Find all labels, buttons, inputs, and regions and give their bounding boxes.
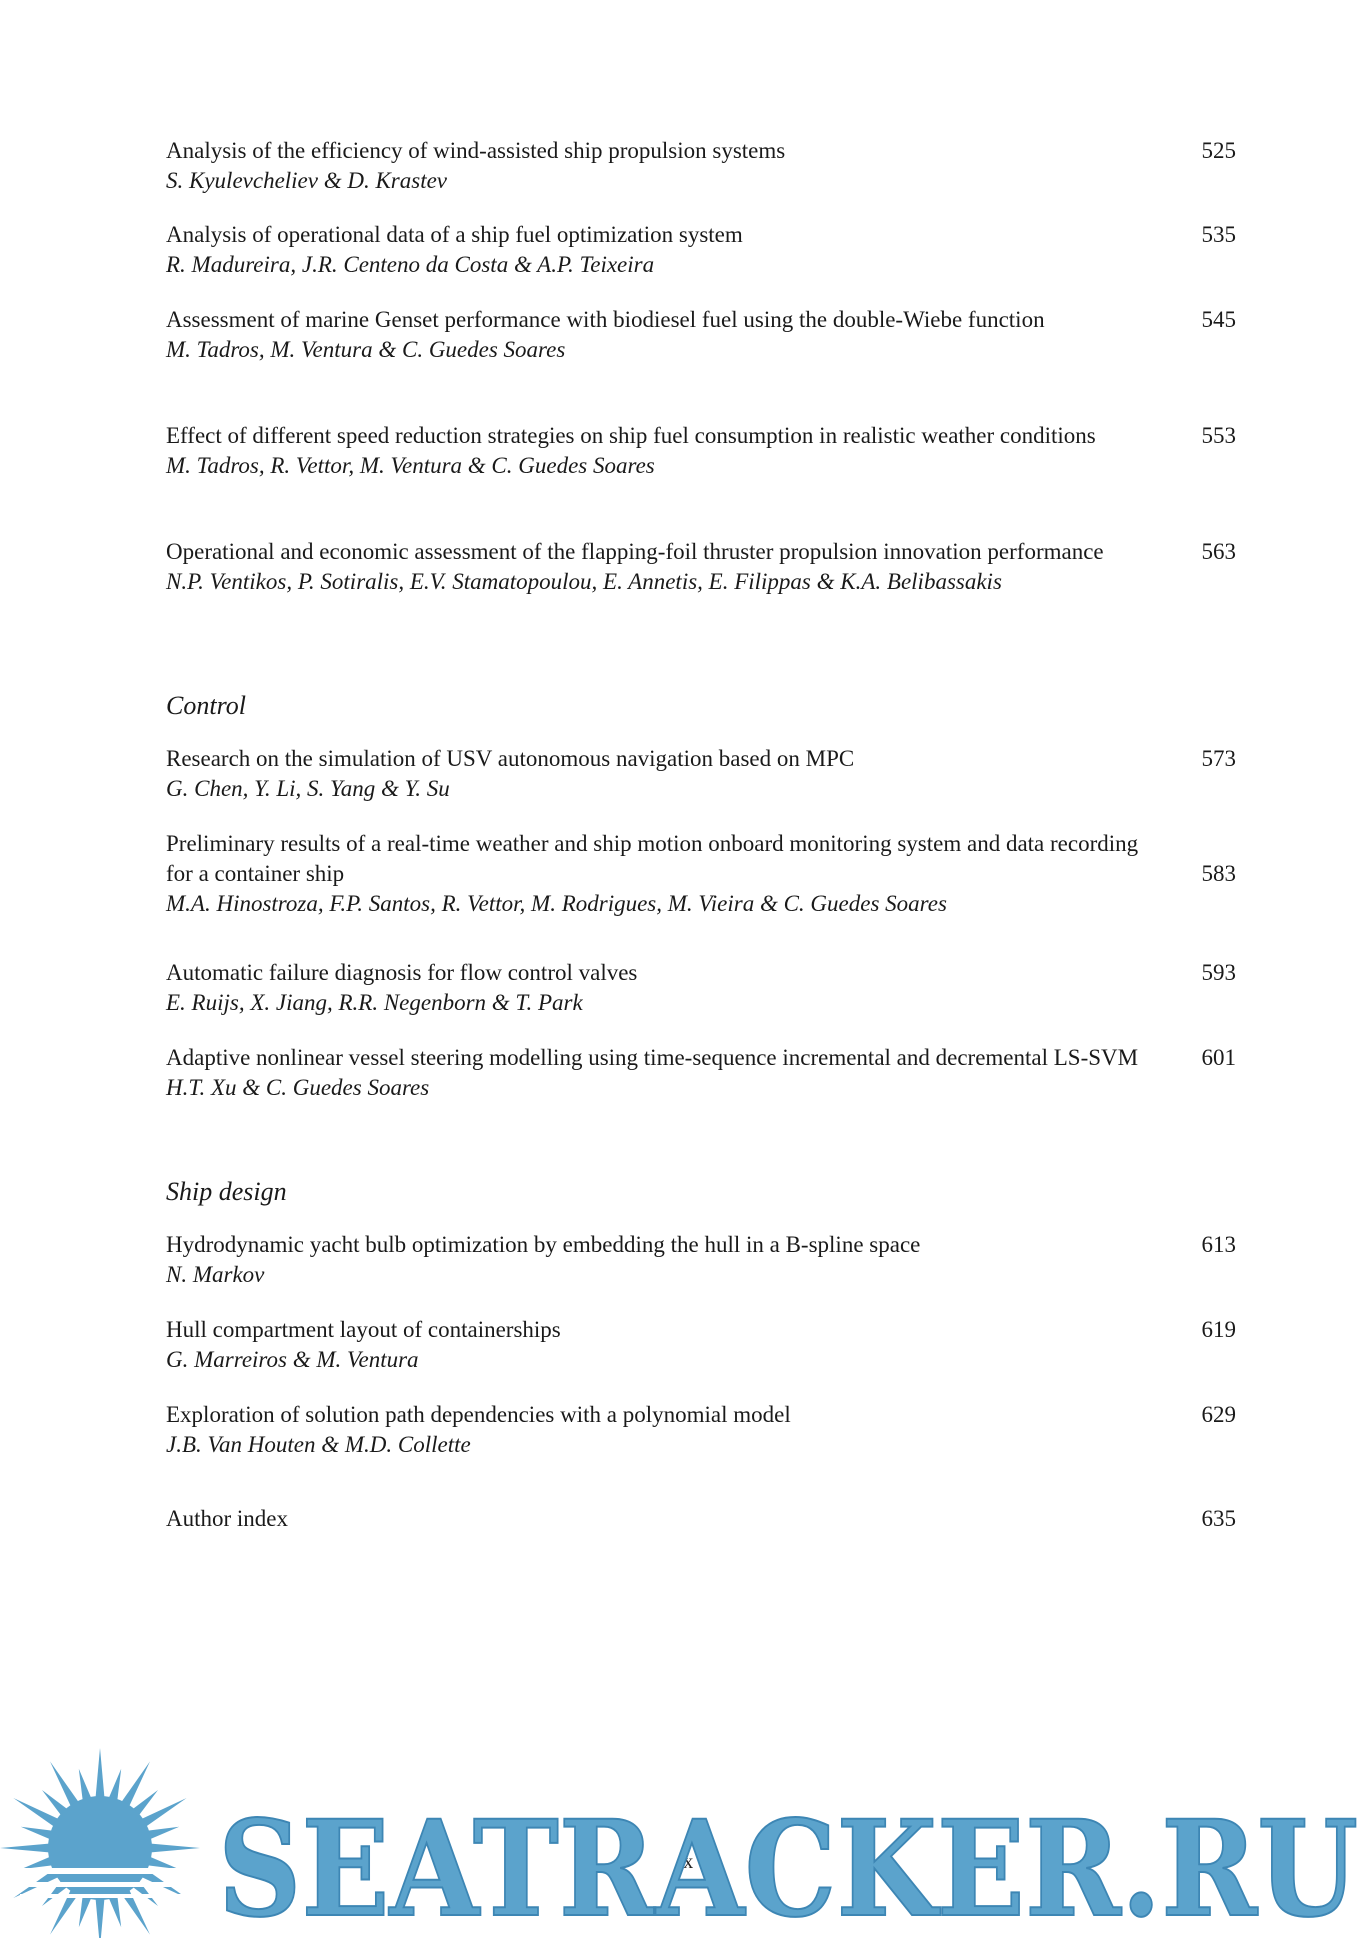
entry-page-number: 535: [1201, 222, 1236, 247]
sun-ray: [21, 1857, 53, 1870]
entry-authors: M. Tadros, M. Ventura & C. Guedes Soares: [166, 337, 566, 362]
toc-entry: [166, 1230, 1236, 1290]
entry-authors: J.B. Van Houten & M.D. Collette: [166, 1432, 471, 1457]
watermark-text: SEATRACKER.RU: [218, 1792, 1358, 1938]
sun-ray: [150, 1844, 200, 1853]
entry-authors: E. Ruijs, X. Jiang, R.R. Negenborn & T. Park: [166, 990, 583, 1015]
entry-title: Assessment of marine Genset performance with biodiesel fuel using the double-Wiebe function: [166, 307, 1045, 332]
entry-title: Hydrodynamic yacht bulb optimization by embedding the hull in a B-spline space: [166, 1232, 921, 1257]
sun-ray: [147, 1857, 179, 1870]
entry-authors: N.P. Ventikos, P. Sotiralis, E.V. Stamatopoulou, E. Annetis, E. Filippas & K.A. Belibassakis: [166, 569, 1002, 594]
sun-ray: [79, 1895, 92, 1927]
sun-ray: [96, 1748, 105, 1798]
entry-page-number: 619: [1201, 1317, 1236, 1342]
author-index-entry: [166, 1504, 1236, 1534]
entry-authors: M. Tadros, R. Vettor, M. Ventura & C. Guedes Soares: [166, 453, 655, 478]
sun-ray: [109, 1895, 122, 1927]
sun-ray: [96, 1898, 105, 1938]
entry-page-number: 563: [1201, 539, 1236, 564]
entry-title: Exploration of solution path dependencies with a polynomial model: [166, 1402, 791, 1427]
toc-entry: [166, 537, 1236, 597]
sun-ray: [21, 1827, 53, 1840]
entry-page-number: 545: [1201, 307, 1236, 332]
entry-title: Adaptive nonlinear vessel steering modelling using time-sequence incremental and decremental LS-SVM: [166, 1045, 1139, 1070]
entry-title: Research on the simulation of USV autonomous navigation based on MPC: [166, 746, 855, 771]
entry-title: Analysis of operational data of a ship fuel optimization system: [166, 222, 743, 247]
entry-title: Preliminary results of a real-time weather and ship motion onboard monitoring system and data recording for a container ship: [166, 831, 1139, 886]
toc-entry: [166, 1315, 1236, 1375]
entry-title: Operational and economic assessment of the flapping-foil thruster propulsion innovation performance: [166, 539, 1104, 564]
sun-ray: [0, 1844, 50, 1853]
entry-page-number: 601: [1201, 1045, 1236, 1070]
entry-authors: R. Madureira, J.R. Centeno da Costa & A.P. Teixeira: [166, 252, 655, 277]
entry-authors: N. Markov: [166, 1262, 265, 1287]
toc-entry: [166, 1400, 1236, 1460]
page-folio: ix: [677, 1851, 694, 1873]
entry-page-number: 629: [1201, 1402, 1236, 1427]
toc-entry: [166, 220, 1236, 280]
toc-entry: [166, 136, 1236, 196]
sun-icon: [0, 1748, 200, 1938]
entry-title: Analysis of the efficiency of wind-assisted ship propulsion systems: [166, 138, 786, 163]
entry-authors: G. Marreiros & M. Ventura: [166, 1347, 419, 1372]
sun-ray: [109, 1769, 122, 1801]
entry-title: Hull compartment layout of containerships: [166, 1317, 561, 1342]
toc-entry: [166, 829, 1236, 919]
entry-title: Automatic failure diagnosis for flow control valves: [166, 960, 638, 985]
author-index-page: 635: [1201, 1506, 1236, 1531]
entry-title: Effect of different speed reduction strategies on ship fuel consumption in realistic weather conditions: [166, 423, 1096, 448]
sun-ray: [79, 1769, 92, 1801]
toc-entry: [166, 421, 1236, 481]
section-heading: Ship design: [166, 1177, 287, 1206]
section-heading: Control: [166, 691, 246, 720]
entry-authors: S. Kyulevcheliev & D. Krastev: [166, 168, 448, 193]
sun-ray: [147, 1827, 179, 1840]
toc-entry: [166, 958, 1236, 1018]
toc-entry: [166, 744, 1236, 804]
toc-entry: [166, 1043, 1236, 1103]
entry-page-number: 553: [1201, 423, 1236, 448]
entry-authors: M.A. Hinostroza, F.P. Santos, R. Vettor, M. Rodrigues, M. Vieira & C. Guedes Soares: [166, 891, 947, 916]
seatracker-watermark-logo: [0, 1740, 1371, 1938]
entry-page-number: 525: [1201, 138, 1236, 163]
entry-page-number: 583: [1201, 861, 1236, 886]
entry-page-number: 593: [1201, 960, 1236, 985]
entry-page-number: 573: [1201, 746, 1236, 771]
entry-page-number: 613: [1201, 1232, 1236, 1257]
entry-authors: H.T. Xu & C. Guedes Soares: [166, 1075, 430, 1100]
toc-entry: [166, 305, 1236, 365]
entry-authors: G. Chen, Y. Li, S. Yang & Y. Su: [166, 776, 450, 801]
author-index-label: Author index: [166, 1506, 289, 1531]
